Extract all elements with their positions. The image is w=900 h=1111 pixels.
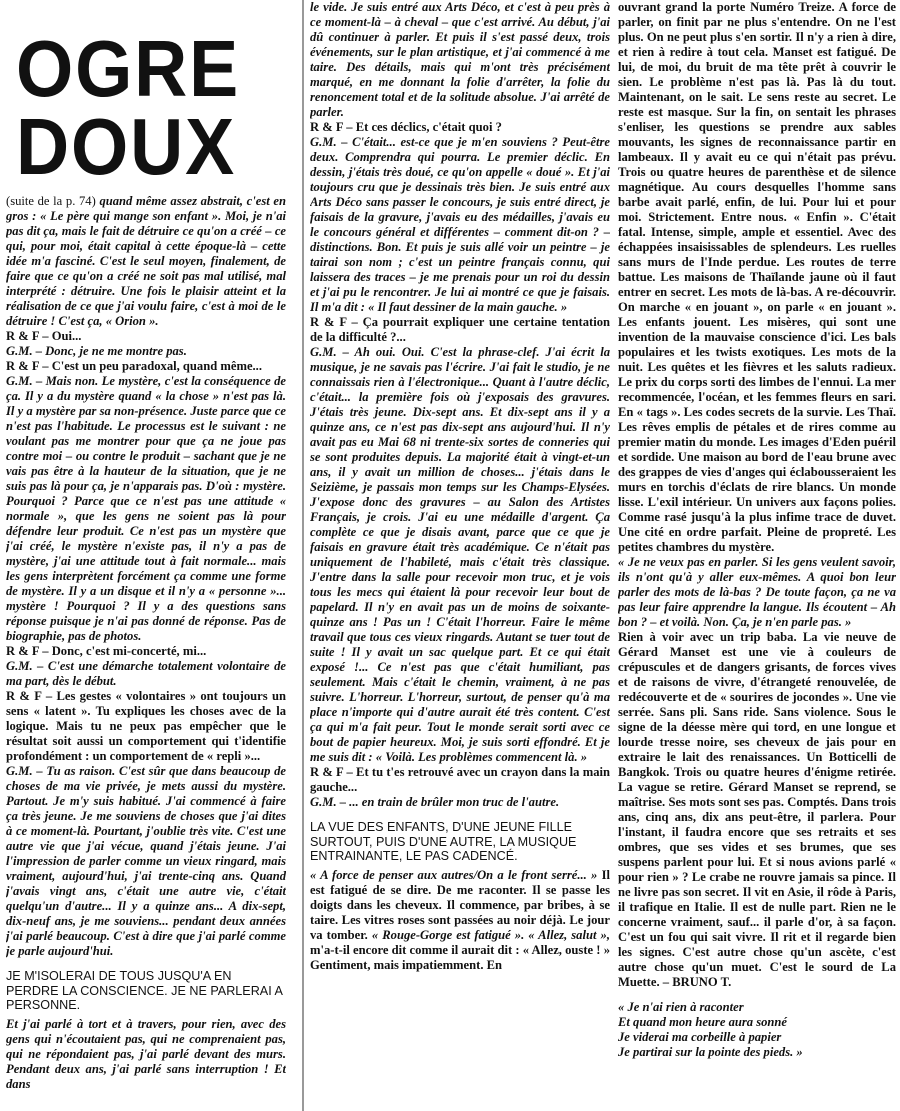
interview-question: R & F – Et tu t'es retrouvé avec un crayon dans la main gauche... xyxy=(310,765,610,794)
section-heading: LA VUE DES ENFANTS, D'UNE JEUNE FILLE SURTOUT, PUIS D'UNE AUTRE, LA MUSIQUE ENTRAINANTE, LE PAS CADENCÉ. xyxy=(310,820,577,863)
paragraph xyxy=(310,868,610,973)
closing-verse xyxy=(618,1000,896,1060)
interview-question: R & F – Oui... xyxy=(6,329,82,343)
section-heading: JE M'ISOLERAI DE TOUS JUSQU'A EN PERDRE LA CONSCIENCE. JE NE PARLERAI A PERSONNE. xyxy=(6,969,283,1012)
interview-answer: « Je ne veux pas en parler. Si les gens veulent savoir, ils n'ont qu'à y aller eux-mêmes. A quoi bon leur parler des mots de là-bas ? De toute façon, ça ne va pas leur faire apprendre la langue. Ils écoutent – Ah bon ? – et voilà. Non. Ça, je n'en parle pas. » xyxy=(618,555,896,629)
verse-line: Je viderai ma corbeille à papier xyxy=(618,1030,782,1044)
interview-answer: G.M. – Tu as raison. C'est sûr que dans beaucoup de choses de ma vie privée, je mets aussi du mystère. Partout. Je m'y suis habitué. J'ai commencé à faire ça très jeune. Je me souviens de choses que j'ai dites à ce moment-là. Pourtant, j'oublie très vite. C'est une autre vie que j'ai vécue, quand j'étais jeune. J'ai l'impression de parler comme un vieux ringard, mais vraiment, aujourd'hui, j'ai trente-cinq ans. Quand j'avais vingt ans, c'était une autre vie, c'était quelqu'un d'autre... Il y a quinze ans... A dix-sept, dix-neuf ans, je me souviens... pendant deux années j'ai parlé beaucoup. C'est à dire que j'ai parlé comme je parle aujourd'hui. xyxy=(6,764,286,958)
verse-line: « Je n'ai rien à raconter xyxy=(618,1000,744,1014)
interview-question: R & F – Les gestes « volontaires » ont toujours un sens « latent ». Tu expliques les choses avec de la logique. Mais tu ne peux pas empêcher que le résultat soit aussi un comportement qui t'identifie profondément : un comportement de « repli »... xyxy=(6,689,286,763)
interview-question: R & F – Ça pourrait expliquer une certaine tentation de la difficulté ?... xyxy=(310,315,610,344)
interview-answer: G.M. – C'était... est-ce que je m'en souviens ? Peut-être deux. Comprendra qui pourra. Le premier déclic. En dessin, j'étais très doué, ce qu'on appelle « doué ». Et j'ai toujours cru que je dessinais très bien. Je suis entré aux Arts Déco sans passer le concours, je suis entré direct, je faisais de la gravure, j'avais eu des médailles, j'avais eu le concours général et différentes – comment dit-on ? – distinctions. Bon. Et puis je suis allé voir un peintre – je tairai son nom ; c'est un peintre français connu, qui laissera des traces – je me prenais pour un roi du dessin et j'ai pu le rencontrer. Je lui ai montré ce que je faisais. Il m'a dit : « Il faut dessiner de la main gauche. » xyxy=(310,135,610,314)
interview-question: ouvrant grand la porte Numéro Treize. A force de parler, on finit par ne plus s'entendre. On ne l'est plus. On ne peut plus s'en sortir. Il n'y a rien à dire, et rien à redire à tout cela. Manset est fatigué. De lui, de moi, du bruit de ma tête prêt à couvrir le sien. Le problème n'est pas là. Pas là du tout. Maintenant, on le sait. Le sens reste au secret. Le reste est masque. Sur la fin, on sentait les phrases s'enliser, les questions se prendre aux sables mouvants, les signes de reconnaissance partir en lambeaux. Il y avait eu ce qui n'était pas prévu. Trois ou quatre heures de parenthèse et de silence magnétique. Au cours desquelles l'homme sans barbe avait parlé, enfin, de lui. Pour lui et pour moi. Strictement. Entre nous. « Enfin ». C'était fatal. Intense, simple, ample et essentiel. Avec des échappées insaisissables de splendeurs. Les ruelles sans murs de l'Inde perdue. Les routes de terre battue. Les maisons de Thaïlande jaune où il faut entrer en secret. Les mots de là-bas. A re-découvrir. On marche « en jouant », on parle « en jouant ». Les enfants jouent. Les misères, qui sont une invention de la mauvaise conscience d'ici. Les bals populaires et les twists exotiques. Les mots de la nuit. Les quêtes et les fièvres et les saluts radieux. Le prix du corps sorti des limbes de l'ennui. La mer recommencée, l'océan, et les femmes fleurs en sari. En « tags ». Les codes secrets de la survie. Les Thaï. Les rêves emplis de pétales et de rires comme au premier matin du monde. Les images d'Eden puéril et sordide. Une maison au bord de l'eau brune avec des grappes de vies d'anges qui éclabousseraient les murs en torchis d'éclats de rire blancs. Un monde lisse. L'exil intérieur. Un univers aux façons polies. Comme rasé jusqu'à la plus infime trace de duvet. Une cité en ordre parfait. Pleine de propreté. Les petites chambres du mystère. xyxy=(618,0,896,554)
interview-question: R & F – Et ces déclics, c'était quoi ? xyxy=(310,120,502,134)
text-run: quand même assez abstrait, c'est en gros : « Le père qui mange son enfant ». Moi, je n'ai pas dit ça, mais le fait de détruire ce qu'on a créé – ce qui, pour moi, était capital à cette époque-là – cette idée m'a fasciné. C'est le seul moyen, finalement, de faire que ce qu'on a créé ne soit pas mal utilisé, mal interprété : détruire. Une fois le plaisir atteint et la réalisation de ce que j'ai voulu faire, c'est à moi de le détruire ! C'est ça, « Orion ». xyxy=(6,194,286,328)
column-2-body xyxy=(310,0,610,973)
title-line-1: OGRE xyxy=(16,24,241,113)
paragraph xyxy=(6,194,286,329)
column-1-body xyxy=(6,194,286,1092)
interview-answer: G.M. – Ah oui. Oui. C'est la phrase-clef. J'ai écrit la musique, je ne savais pas l'écrire. J'ai fait le studio, je ne connaissais rien à l'électronique... Quant à l'autre déclic, c'était... la première fois où j'exposais des gravures. J'étais très jeune. Dix-sept ans. Et dix-sept ans il y a quinze ans, ce n'est pas dix-sept ans aujourd'hui. Il n'y avait pas eu Mai 68 ni trente-six sortes de conneries qui se sont produites depuis. La majorité était à vingt-et-un ans, il y avait un million de choses... j'étais dans le Seizième, je passais mon temps sur les Champs-Elysées. J'expose donc des gravures – au Salon des Artistes Français, je crois. J'ai eu une médaille d'argent. Ça complète ce que je disais avant, parce que ce que je faisais en gravure était très académique. Ce n'était pas uniquement de l'habileté, mais c'était très classique. J'entre dans la salle pour recevoir mon truc, et je vois tous les mecs qui étaient là pour recevoir leur bout de papelard. Il n'y en avait pas un de moins de soixante-quinze ans ! Pas un ! C'était l'horreur. Faire le même travail que tous ces vieux ringards. Autant se tuer tout de suite ! Il y avait un sac quelque part. Et ce qui était exposé !... Ce n'est pas que c'était humiliant, pas seulement. Mais c'était le chemin, vraiment, à ne pas suivre. L'horreur. L'horreur, surtout, de penser qu'à ma place n'importe qui d'autre aurait été très content. C'est ça qui m'a fait peur. Tout le monde serait sorti avec ce bout de papier heureux. Moi, je suis sorti effondré. Et je me suis dit : « Voilà. Les problèmes commencent là. » xyxy=(310,345,610,764)
text-run: Il est fatigué de se dire. De me raconter. Il se passe les doigts dans les cheveux. Il commence, par bribes, à se taire. Les vitres roses sont passées au noir déjà. Le jour va tomber. xyxy=(310,867,610,942)
interview-question: R & F – C'est un peu paradoxal, quand même... xyxy=(6,359,262,373)
interview-question: Rien à voir avec un trip baba. La vie neuve de Gérard Manset est une vie à couleurs de crépuscules et de dangers grisants, de forces vives et de raisons de vivre, d'étrangeté renouvelée, de redécouverte et de « sourires de jocondes ». Une vie serrée. Sans pli. Sans ride. Sans violence. Sous le signe de la déesse mère qui tord, en une longue et lourde tresse noire, ses cheveux de jais pour en extraire le lait des renaissances. Un Botticelli de Bangkok. Trois ou quatre heures d'énigme retirée. La vague se retire. Gérard Manset se reprend, se maîtrise. Ses mots sont ses pas. Comptés. Dans trois ans, cinq ans, dix ans peut-être, il parlera. Pour l'instant, il faudra encore que ses retraits et ses ombres, que ses vides et ses brumes, que ses suspens parlent pour lui. Et si nous avions parlé « pour rien » ? Le crabe ne rouvre jamais sa pince. Il ne livre pas son secret. Il vit en Asie, il rôde à Paris, il trafique en Italie. Il est de nulle part. Rien ne le concerne vraiment, sauf... il parle d'or, à sa façon. C'est un fou qui sait vivre. Il rit et il regarde bien les signes. C'est autre chose qu'un ascète, c'est autre chose qu'un muet. C'est le sourd de La Muette. – BRUNO T. xyxy=(618,630,896,989)
text-run: « A force de penser aux autres/On a le front serré... » xyxy=(310,867,598,882)
interview-answer: G.M. – Mais non. Le mystère, c'est la conséquence de ça. Il y a du mystère quand « la chose » n'est pas là. Il y a mystère par sa non-présence. Juste parce que ce n'est pas l'habitude. Le processus est le suivant : ne voulant pas me montrer pour que ça ne joue pas contre moi – ou contre le produit – sachant que je ne vais pas être à la hauteur de la situation, que je ne suis pas là pour ça, je n'apparais pas. D'où : mystère. Pourquoi ? Parce que ce n'est pas une attitude « normale », que les gens ne soient pas là pour défendre leur produit. Ce n'est pas un mystère que j'ai créé, le mystère n'existe pas, il n'y a pas de mystère, j'ai une attitude tout à fait normale... mais les gens interprètent forcément ça comme une forme de mystère. Il y a un disque et il n'y a « personne »... mystère ! Pourquoi ? Il y a des questions sans réponse puisque je n'ai pas donné de réponse. Pas de biographie, pas de photos. xyxy=(6,374,286,643)
interview-answer: G.M. – ... en train de brûler mon truc de l'autre. xyxy=(310,795,560,809)
column-3 xyxy=(618,0,896,1111)
interview-answer: Et j'ai parlé à tort et à travers, pour rien, avec des gens qui n'écoutaient pas, qui ne comprenaient pas, qui ne répondaient pas, j'ai parlé devant des murs. Pendant deux ans, j'ai parlé sans interruption ! Et dans xyxy=(6,1016,286,1091)
column-2 xyxy=(310,0,610,1111)
column-1 xyxy=(6,0,286,1111)
text-run: « Rouge-Gorge est fatigué ». « Allez, salut », xyxy=(371,927,610,942)
column-divider xyxy=(302,0,304,1111)
interview-answer: le vide. Je suis entré aux Arts Déco, et c'est à peu près à ce moment-là – à cheval – que c'est arrivé. Au début, j'ai dû continuer à parler. Et puis il s'est passé deux, trois événements, sur le plan artistique, et j'ai commencé à me taire. Des détails, mais qui m'ont très précisément marqué, en me donnant la folie d'arrêter, la folie du renoncement total et de la solitude absolue. J'ai arrêté de parler. xyxy=(310,0,610,119)
interview-answer: G.M. – Donc, je ne me montre pas. xyxy=(6,344,187,358)
article-title xyxy=(16,24,264,191)
column-3-body xyxy=(618,0,896,1060)
verse-line: Je partirai sur la pointe des pieds. » xyxy=(618,1045,803,1059)
interview-answer: G.M. – C'est une démarche totalement volontaire de ma part, dès le début. xyxy=(6,659,286,688)
text-run: (suite de la p. 74) xyxy=(6,194,100,208)
verse-line: Et quand mon heure aura sonné xyxy=(618,1015,788,1029)
text-run: m'a-t-il encore dit comme il aurait dit : « Allez, ouste ! » Gentiment, mais impatiemment. En xyxy=(310,942,610,972)
interview-question: R & F – Donc, c'est mi-concerté, mi... xyxy=(6,644,207,658)
title-line-2: DOUX xyxy=(16,102,237,191)
